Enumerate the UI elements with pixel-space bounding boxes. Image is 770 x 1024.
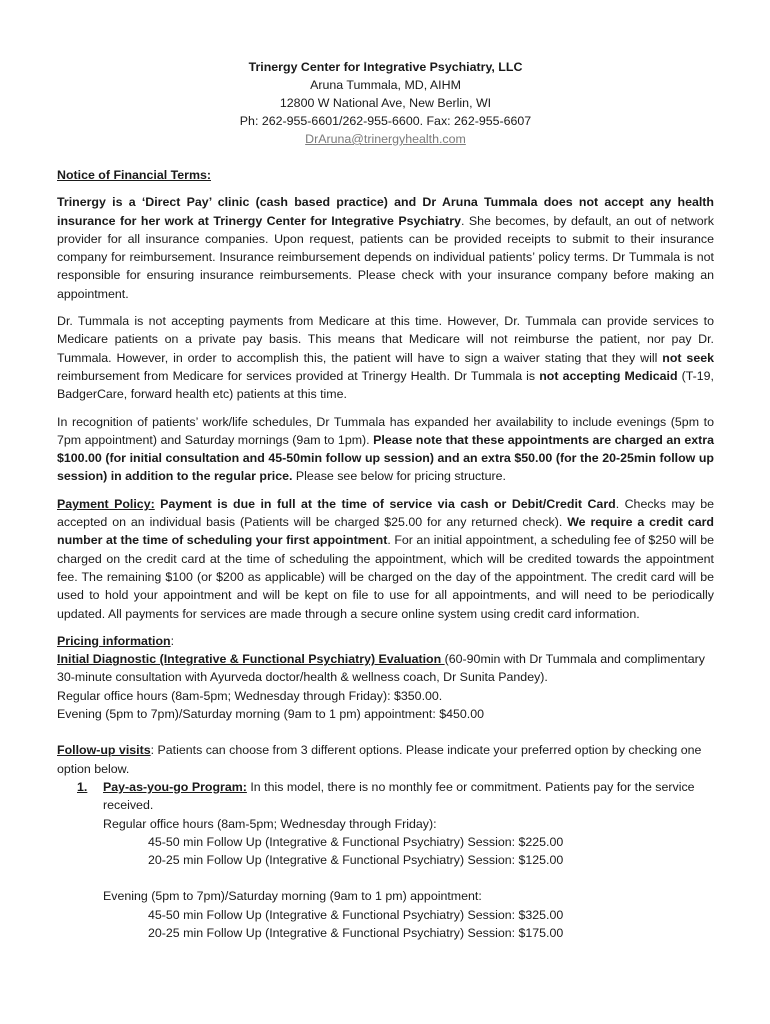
option-title-line <box>103 778 714 815</box>
option-desc: In this model, there is no monthly fee or commitment. Patients pay for the service received. <box>103 779 695 813</box>
option-title: Pay-as-you-go Program: <box>103 779 247 794</box>
followup-label: Follow-up visits <box>57 743 151 758</box>
direct-pay-paragraph <box>57 193 714 303</box>
pricing-colon: : <box>170 633 175 648</box>
payment-bold-1: Payment is due in full at the time of service via cash or Debit/Credit Card <box>154 496 616 511</box>
phone-fax: Ph: 262-955-6601/262-955-6600. Fax: 262-955-6607 <box>239 114 532 128</box>
option-regular-45: 45-50 min Follow Up (Integrative & Functional Psychiatry) Session: $225.00 <box>148 834 564 849</box>
payment-policy-label: Payment Policy: <box>57 496 155 511</box>
document-page <box>57 58 714 942</box>
schedule-text-a: In recognition of patients’ work/life schedules, Dr Tummala has expanded her availability to include evenings (5pm to 7pm appointment) and Saturday mornings (9am to 1pm). <box>57 414 714 447</box>
direct-pay-text: . She becomes, by default, an out of network provider for all insurance companies. Upon request, patients can be provided receipts to submit to their insurance company for reimbursement. Insurance reimbursement depends on individual patients’ policy terms. Dr Tummala is not responsible for ensuring insurance reimbursements. Please check with your insurance company before making an appointment. <box>57 213 714 301</box>
notice-title: Notice of Financial Terms: <box>57 168 211 182</box>
payment-policy-paragraph <box>57 495 714 623</box>
medicare-paragraph <box>57 312 714 403</box>
medicare-text-c: reimbursement from Medicare for services provided at Trinergy Health. Dr Tummala is <box>57 368 540 383</box>
schedule-bold: Please note that these appointments are charged an extra $100.00 (for initial consultation and 45-50min follow up session) and an extra $50.00 (for the 20-25min follow up session) in addition to the regular price. <box>57 432 714 484</box>
medicare-text-a: Dr. Tummala is not accepting payments from Medicare at this time. However, Dr. Tummala can provide services to Medicare patients on a private pay basis. This means that Medicare will not reimburse the patient, nor pay Dr. Tummala. However, in order to accomplish this, the patient will have to sign a waiver stating that they will <box>57 314 714 365</box>
payment-bold-2: We require a credit card number at the time of scheduling your first appointment <box>57 515 714 548</box>
followup-intro: : Patients can choose from 3 different options. Please indicate your preferred option by checking one option below. <box>57 743 702 776</box>
schedule-paragraph <box>57 413 714 486</box>
list-item <box>77 778 714 942</box>
pricing-heading <box>57 632 714 650</box>
medicare-text-e: (T-19, BadgerCare, forward health etc) patients at this time. <box>57 368 714 402</box>
followup-options <box>77 778 714 942</box>
medicaid-bold: not accepting Medicaid <box>539 368 678 383</box>
letterhead <box>57 58 714 148</box>
initial-regular-price: Regular office hours (8am-5pm; Wednesday through Friday): $350.00. <box>57 688 443 703</box>
followup-heading <box>57 741 714 778</box>
email-link[interactable]: DrAruna@trinergyhealth.com <box>305 132 466 146</box>
option-evening-20: 20-25 min Follow Up (Integrative & Functional Psychiatry) Session: $175.00 <box>148 925 564 940</box>
option-evening-hours: Evening (5pm to 7pm)/Saturday morning (9am to 1 pm) appointment: <box>103 889 482 904</box>
pricing-label: Pricing information <box>57 633 171 648</box>
direct-pay-bold: Trinergy is a ‘Direct Pay’ clinic (cash based practice) and Dr Aruna Tummala does not accept any health insurance for her work at Trinergy Center for Integrative Psychiatry <box>57 195 714 228</box>
initial-evaluation <box>57 650 714 687</box>
payment-text-1: . Checks may be accepted on an individual basis (Patients will be charged $25.00 for any returned check). <box>57 496 714 530</box>
initial-evaluation-desc: (60-90min with Dr Tummala and complimentary 30-minute consultation with Ayurveda doctor/health & wellness coach, Dr Sunita Pandey). <box>57 652 705 685</box>
option-number: 1. <box>77 779 88 794</box>
schedule-text-c: Please see below for pricing structure. <box>292 469 506 484</box>
address: 12800 W National Ave, New Berlin, WI <box>279 96 492 110</box>
doctor-name: Aruna Tummala, MD, AIHM <box>310 78 461 92</box>
org-name: Trinergy Center for Integrative Psychiatry, LLC <box>248 60 523 74</box>
option-regular-20: 20-25 min Follow Up (Integrative & Functional Psychiatry) Session: $125.00 <box>148 853 564 868</box>
option-evening-45: 45-50 min Follow Up (Integrative & Functional Psychiatry) Session: $325.00 <box>148 907 564 922</box>
initial-evaluation-label: Initial Diagnostic (Integrative & Functional Psychiatry) Evaluation <box>57 652 445 667</box>
payment-text-2: . For an initial appointment, a scheduling fee of $250 will be charged on the credit card at the time of scheduling the appointment, which will be credited towards the appointment fee. The remaining $100 (or $200 as applicable) will be charged on the day of the appointment. The credit card will be used to hold your appointment and will be kept on file to use for all appointments, and will need to be periodically updated. All payments for services are made through a secure online system using credit card information. <box>57 533 714 621</box>
medicare-bold-b: not seek <box>662 350 714 365</box>
initial-evening-price: Evening (5pm to 7pm)/Saturday morning (9am to 1 pm) appointment: $450.00 <box>57 707 485 722</box>
option-regular-hours: Regular office hours (8am-5pm; Wednesday through Friday): <box>103 816 437 831</box>
